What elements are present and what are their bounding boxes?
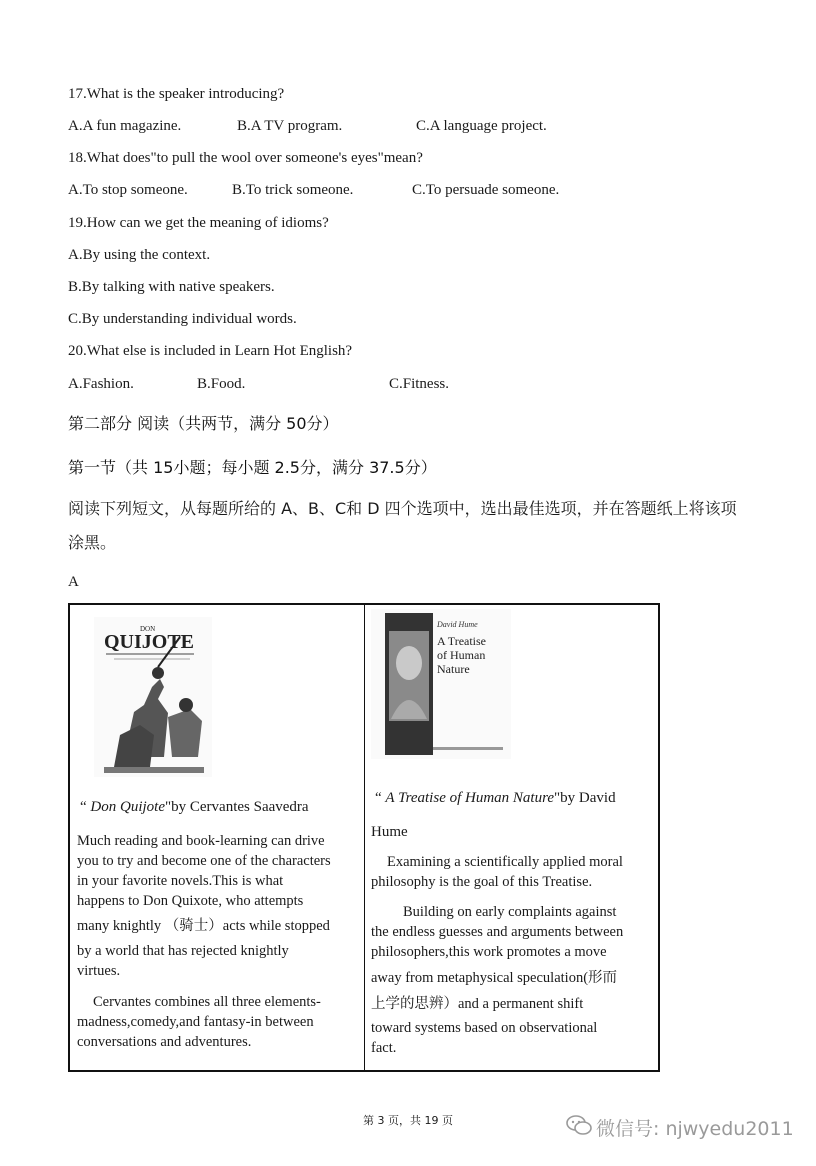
paragraph-line: fact. bbox=[371, 1040, 397, 1056]
question-text: 17.What is the speaker introducing? bbox=[68, 86, 285, 102]
cover-text: Nature bbox=[437, 662, 470, 676]
option-a: A.To stop someone. bbox=[68, 182, 188, 198]
section-title: 第一节（共 15小题；每小题 2.5分，满分 37.5分） bbox=[68, 458, 437, 477]
don-quijote-cover-image bbox=[94, 617, 212, 777]
paragraph-line: you to try and become one of the characters bbox=[77, 853, 331, 869]
part-title: 第二部分 阅读（共两节，满分 50分） bbox=[68, 414, 339, 433]
book-title bbox=[80, 799, 309, 816]
book-title-line2: Hume bbox=[371, 824, 408, 840]
paragraph-line: Cervantes combines all three elements- bbox=[93, 994, 321, 1010]
quote-mark: “ bbox=[375, 790, 382, 806]
paragraph-line: in your favorite novels.This is what bbox=[77, 873, 284, 889]
paragraph-line: many knightly （骑士）acts while stopped bbox=[77, 918, 330, 934]
instructions-line: 涂黑。 bbox=[68, 533, 117, 552]
passage-label: A bbox=[68, 574, 79, 590]
paragraph-line: happens to Don Quixote, who attempts bbox=[77, 893, 304, 909]
cover-text: QUIJOTE bbox=[104, 631, 195, 653]
book-paragraph bbox=[371, 852, 661, 892]
option-c: C.By understanding individual words. bbox=[68, 311, 297, 327]
paragraph-line: conversations and adventures. bbox=[77, 1034, 252, 1050]
quote-mark: “ bbox=[80, 799, 87, 815]
instructions-line: 阅读下列短文，从每题所给的 A、B、C和 D 四个选项中，选出最佳选项，并在答题纸上将该项 bbox=[68, 499, 737, 518]
paragraph-line: Examining a scientifically applied moral bbox=[387, 854, 623, 870]
cover-text: DON bbox=[140, 625, 156, 633]
passage-table bbox=[68, 603, 660, 1072]
title-author: "by Cervantes Saavedra bbox=[165, 799, 309, 815]
title-italic: A Treatise of Human Nature bbox=[385, 790, 555, 806]
paragraph-line: the endless guesses and arguments between bbox=[371, 924, 624, 940]
book-cell-treatise bbox=[365, 604, 660, 1071]
paragraph-line: Much reading and book-learning can drive bbox=[77, 833, 325, 849]
paragraph-line: virtues. bbox=[77, 963, 121, 979]
option-c: C.Fitness. bbox=[389, 376, 450, 392]
option-a: A.By using the context. bbox=[68, 247, 211, 263]
title-author: "by David bbox=[554, 790, 616, 806]
option-b: B.To trick someone. bbox=[232, 182, 354, 198]
wechat-icon bbox=[566, 1114, 592, 1136]
cover-text: David Hume bbox=[437, 620, 478, 629]
instructions bbox=[68, 492, 748, 560]
paragraph-line: away from metaphysical speculation(形而 bbox=[371, 970, 618, 986]
paragraph-line: philosophers,this work promotes a move bbox=[371, 944, 607, 960]
paragraph-line: madness,comedy,and fantasy-in between bbox=[77, 1014, 314, 1030]
option-c: C.A language project. bbox=[416, 118, 547, 134]
book-title bbox=[375, 790, 616, 807]
book-paragraph bbox=[77, 992, 361, 1052]
option-b: B.Food. bbox=[197, 376, 246, 392]
option-a: A.A fun magazine. bbox=[68, 118, 182, 134]
paragraph-line: Building on early complaints against bbox=[403, 904, 617, 920]
option-a: A.Fashion. bbox=[68, 376, 134, 392]
cover-text: of Human bbox=[437, 648, 486, 662]
page-footer: 第 3 页，共 19 页 bbox=[363, 1114, 453, 1127]
cover-text: A Treatise bbox=[437, 634, 487, 648]
paragraph-line: 上学的思辨）and a permanent shift bbox=[371, 996, 584, 1012]
option-b: B.By talking with native speakers. bbox=[68, 279, 275, 295]
question-text: 18.What does"to pull the wool over someone's eyes"mean? bbox=[68, 150, 423, 166]
option-b: B.A TV program. bbox=[237, 118, 343, 134]
book-paragraph bbox=[77, 831, 361, 981]
book-paragraph bbox=[371, 902, 661, 1058]
title-italic: Don Quijote bbox=[90, 799, 165, 815]
paragraph-line: toward systems based on observational bbox=[371, 1020, 598, 1036]
paragraph-line: by a world that has rejected knightly bbox=[77, 943, 289, 959]
book-cell-don-quijote bbox=[69, 604, 365, 1071]
treatise-cover-image bbox=[371, 609, 511, 759]
question-text: 19.How can we get the meaning of idioms? bbox=[68, 215, 329, 231]
question-text: 20.What else is included in Learn Hot English? bbox=[68, 343, 353, 359]
paragraph-line: philosophy is the goal of this Treatise. bbox=[371, 874, 593, 890]
option-c: C.To persuade someone. bbox=[412, 182, 560, 198]
watermark: 微信号: njwyedu2011 bbox=[596, 1118, 794, 1140]
